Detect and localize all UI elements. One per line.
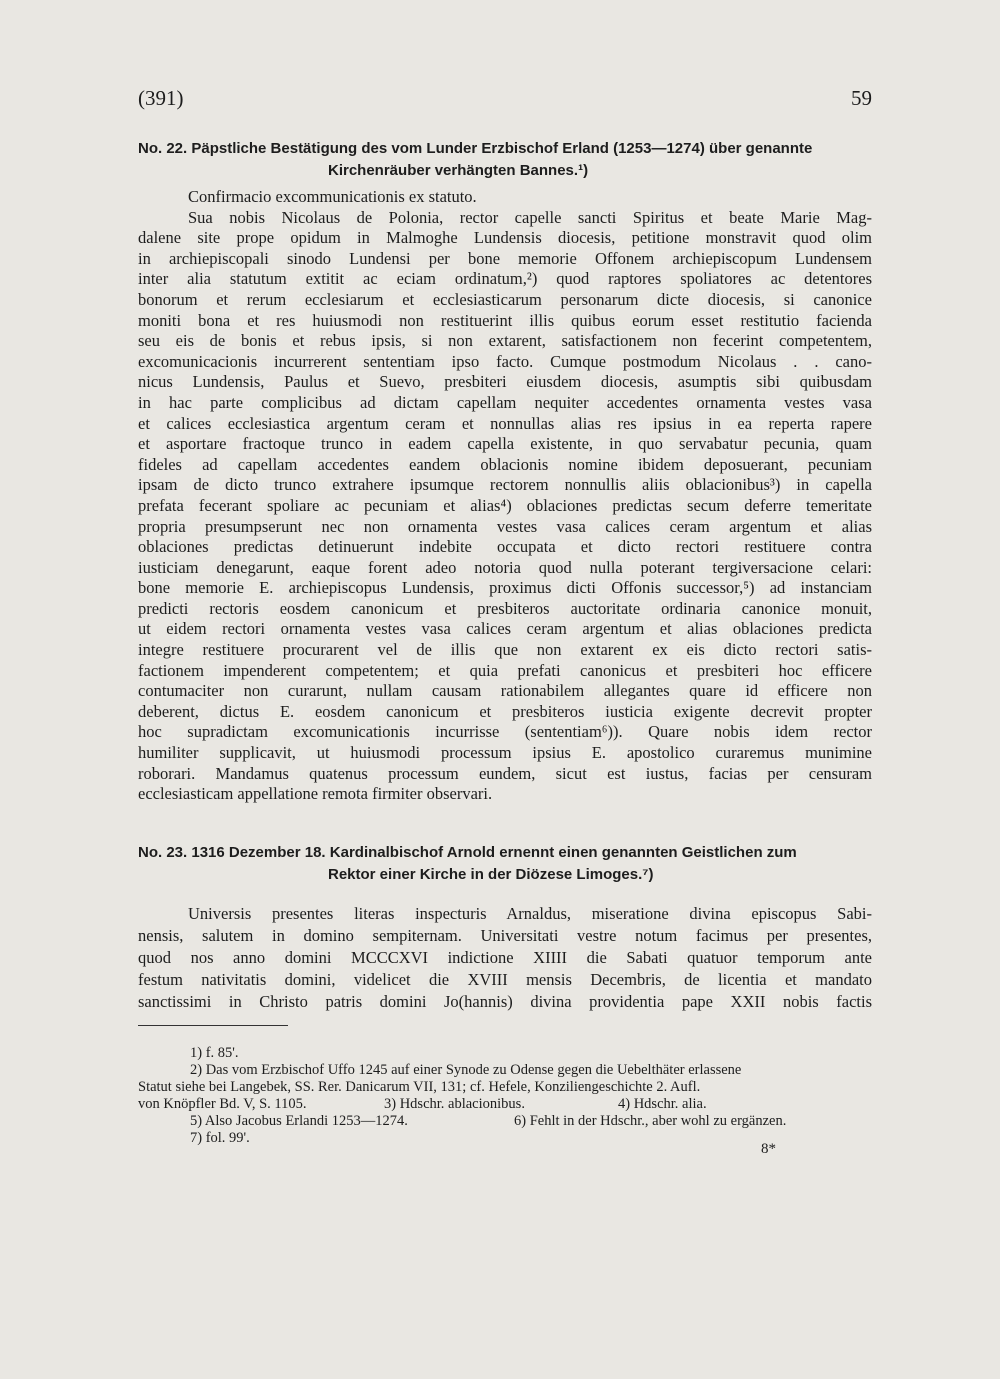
doc22-line: ut eidem rectori ornamenta vestes vasa calices ceram argentum et alias oblaciones predicta (138, 619, 872, 639)
footnote-1: 1) f. 85'. (190, 1045, 239, 1061)
doc22-line: deberent, dictus E. eosdem canonicum et presbiteros iusticia exigente decrevit propter (138, 701, 872, 721)
doc22-line: moniti bona et res huiusmodi non restituerint illis quibus eorum esset restitutio facienda (138, 310, 872, 330)
doc23-line: sanctissimi in Christo patris domini Jo(hannis) divina providentia pape XXII nobis factis (138, 992, 872, 1011)
doc22-line: Confirmacio excommunicationis ex statuto. (188, 187, 477, 206)
footnote-7: 7) fol. 99'. (190, 1130, 250, 1146)
footnote-3: 3) Hdschr. ablacionibus. (384, 1096, 525, 1112)
footnote-4: 4) Hdschr. alia. (618, 1096, 707, 1112)
doc22-title-line2: Kirchenräuber verhängten Bannes.¹) (328, 162, 589, 179)
doc22-line: hoc supradictam excomunicationis incurrisse (sententiam⁶)). Quare nobis idem rector (138, 722, 872, 742)
doc22-line: et calices ecclesiastica argentum ceram et nonnullas alias res ipsius in ea reperta rapere (138, 413, 872, 433)
doc23-body (138, 903, 872, 1013)
doc23-line: quod nos anno domini MCCCXVI indictione XIIII die Sabati quatuor temporum ante (138, 948, 872, 967)
doc22-line: bonorum et rerum ecclesiarum et ecclesiasticarum personarum dicte diocesis, si canonice (138, 289, 872, 309)
doc22-line: in archiepiscopali sinodo Lundensi per bone memorie Offonem archiepiscopum Lundensem (138, 248, 872, 268)
page-number-bracketed: (391) (138, 86, 184, 110)
doc23-line: festum nativitatis domini, videlicet die XVIII mensis Decembris, de licentia et mandato (138, 970, 872, 989)
doc22-line: roborari. Mandamus quatenus processum eundem, sicut est iustus, facias per censuram (138, 763, 872, 783)
footnote-2-cont: Statut siehe bei Langebek, SS. Rer. Danicarum VII, 131; cf. Hefele, Konziliengeschichte 2. Aufl. (138, 1079, 701, 1095)
signature-mark: 8* (761, 1141, 776, 1157)
doc23-line: Universis presentes literas inspecturis Arnaldus, miseratione divina episcopus Sabi- (188, 904, 872, 923)
doc22-line: bone memorie E. archiepiscopus Lundensis, proximus dicti Offonis successor,⁵) ad instanciam (138, 578, 872, 598)
footnote-rule (138, 1025, 288, 1026)
doc22-line: integre restituere procurarent vel de illis que non extarent ex eis dicto rectori satis- (138, 640, 872, 660)
doc22-line: contumaciter non curarunt, nullam causam rationabilem allegantes quare id efficere non (138, 681, 872, 701)
doc22-line: excomunicacionis incurrerent sententiam ipso facto. Cumque postmodum Nicolaus . . cano- (138, 351, 872, 371)
doc22-line: et asportare fractoque trunco in eadem capella existente, in quo servabatur pecunia, quam (138, 434, 872, 454)
footnotes (138, 1045, 872, 1147)
doc22-title (138, 138, 872, 182)
footnote-2-end: von Knöpfler Bd. V, S. 1105. (138, 1096, 307, 1112)
doc22-line: humiliter supplicavit, ut huiusmodi processum ipsius E. apostolico curaremus munimine (138, 743, 872, 763)
doc23-title (138, 842, 872, 886)
doc23-line: nensis, salutem in domino sempiternam. Universitati vestre notum facimus per presentes, (138, 926, 872, 945)
footnote-row-3-4 (138, 1096, 872, 1113)
doc22-line: propria presumpserunt nec non ornamenta vestes vasa calices ceram argentum et alias (138, 516, 872, 536)
doc22-line: fideles ad capellam accedentes eandem oblacionis nomine ibidem deposuerant, pecuniam (138, 454, 872, 474)
doc22-line: factionem impenderent competentem; et quia prefati canonicus et presbiteri hoc efficere (138, 660, 872, 680)
doc22-line: predicti rectoris eosdem canonicum et presbiteros auctoritate ordinaria canonice monuit, (138, 598, 872, 618)
doc22-line: ecclesiasticam appellatione remota firmiter observari. (138, 784, 493, 804)
doc22-line: iusticiam denegarunt, eaque forent adeo notoria quod nulla poterant tergiversacione celari: (138, 557, 872, 577)
footnote-row-5-6 (138, 1113, 872, 1130)
footnote-6: 6) Fehlt in der Hdschr., aber wohl zu ergänzen. (514, 1113, 787, 1129)
footnote-5: 5) Also Jacobus Erlandi 1253—1274. (190, 1113, 408, 1129)
footnote-2: 2) Das vom Erzbischof Uffo 1245 auf einer Synode zu Odense gegen die Uebelthäter erlassene (190, 1062, 742, 1078)
page-header (138, 86, 872, 116)
doc22-line: ipsam de dicto trunco extrahere ipsumque rectorem nonnullis aliis oblacionibus³) in capella (138, 475, 872, 495)
doc22-line: seu eis de bonis et rebus ipsis, si non extarent, satisfactionem non fecerint competentem, (138, 331, 872, 351)
doc22-body (138, 187, 872, 805)
doc22-line: inter alia statutum extitit ac eciam ordinatum,²) quod raptores spoliatores ac detentores (138, 269, 872, 289)
doc22-line: Sua nobis Nicolaus de Polonia, rector capelle sancti Spiritus et beate Marie Mag- (188, 207, 872, 227)
doc22-line: in hac parte complicibus ad dictam capellam nequiter accedentes ornamenta vestes vasa (138, 392, 872, 412)
doc22-title-line1: No. 22. Päpstliche Bestätigung des vom Lunder Erzbischof Erland (1253—1274) über genannte (138, 140, 813, 157)
doc22-line: dalene site prope opidum in Malmoghe Lundensis diocesis, petitione monstravit quod olim (138, 228, 872, 248)
page-number: 59 (851, 86, 872, 110)
doc22-line: nicus Lundensis, Paulus et Suevo, presbiteri eiusdem diocesis, asumptis sibi quibusdam (138, 372, 872, 392)
doc23-title-line2: Rektor einer Kirche in der Diözese Limoges.⁷) (328, 866, 654, 883)
doc22-line: oblaciones predictas detinuerunt indebite occupata et dicto rectori restituere contra (138, 537, 872, 557)
doc22-line: prefata fecerant spoliare ac pecuniam et alias⁴) oblaciones predictas secum deferre temeritate (138, 495, 872, 515)
doc23-title-line1: No. 23. 1316 Dezember 18. Kardinalbischof Arnold ernennt einen genannten Geistlichen zum (138, 844, 797, 861)
